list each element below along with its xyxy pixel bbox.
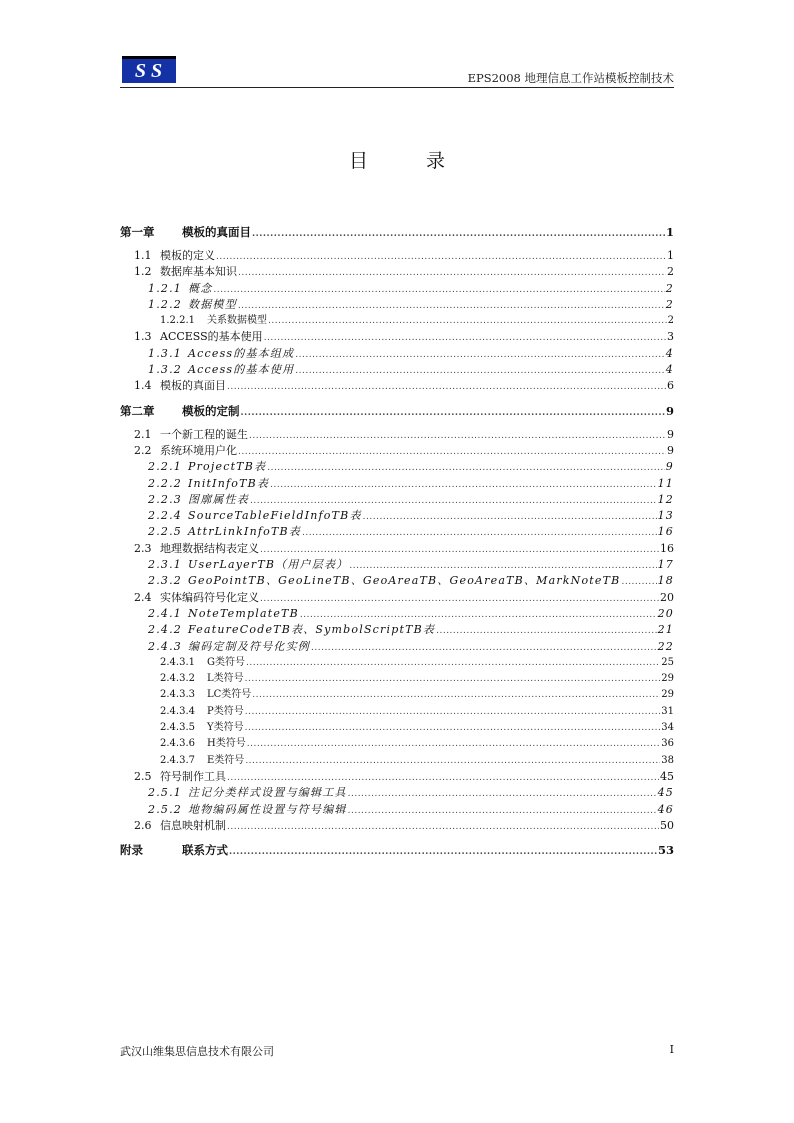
toc-leader-dots — [238, 265, 666, 281]
toc-entry[interactable] — [120, 704, 674, 720]
toc-leader-dots — [252, 687, 660, 703]
toc-entry-title: L类符号 — [207, 673, 244, 685]
toc-entry-page: 22 — [657, 639, 674, 653]
toc-entry[interactable] — [120, 329, 674, 345]
toc-entry-title: AttrLinkInfoTB表 — [188, 525, 301, 539]
toc-entry-title: 符号制作工具 — [160, 769, 226, 783]
toc-leader-dots — [241, 403, 665, 424]
toc-entry-page: 4 — [665, 363, 674, 377]
toc-entry-title: 实体编码符号化定义 — [160, 590, 259, 604]
toc-entry[interactable] — [120, 655, 674, 671]
toc-entry-page: 11 — [657, 476, 674, 490]
toc-entry-page: 29 — [661, 673, 674, 685]
toc-entry[interactable] — [120, 753, 674, 769]
toc-entry-number: 2.2 — [134, 443, 152, 457]
toc-entry[interactable] — [120, 222, 674, 243]
toc-entry-number: 第二章 — [120, 403, 155, 418]
toc-entry-page: 2 — [667, 315, 674, 327]
toc-entry-page: 2 — [667, 265, 674, 279]
toc-entry[interactable] — [120, 785, 674, 801]
toc-entry-number: 1.3.1 — [148, 346, 182, 360]
toc-entry[interactable] — [120, 443, 674, 459]
toc-entry-number: 2.4.3.5 — [160, 722, 195, 734]
toc-leader-dots — [245, 753, 660, 769]
toc-entry-page: 29 — [661, 689, 674, 701]
toc-entry-title: Y类符号 — [207, 722, 244, 734]
toc-entry[interactable] — [120, 720, 674, 736]
toc-entry-title: SourceTableFieldInfoTB表 — [188, 509, 362, 523]
toc-entry-number: 2.6 — [134, 818, 152, 832]
toc-entry-number: 2.4.3.3 — [160, 689, 195, 701]
toc-entry-title: 系统环境用户化 — [160, 443, 237, 457]
toc-leader-dots — [264, 330, 666, 346]
toc-leader-dots — [267, 460, 665, 476]
toc-leader-dots — [247, 736, 661, 752]
toc-entry-page: 1 — [665, 225, 674, 239]
toc-entry-number: 2.4.2 — [148, 623, 182, 637]
toc-entry-title: FeatureCodeTB表、SymbolScriptTB表 — [188, 623, 436, 637]
toc-leader-dots — [249, 428, 666, 444]
toc-entry-title: 地物编码属性设置与符号编辑 — [188, 802, 347, 816]
toc-entry[interactable] — [120, 362, 674, 378]
toc-entry-title: Access的基本使用 — [188, 363, 295, 377]
toc-leader-dots — [250, 493, 657, 509]
toc-entry-title: 图廓属性表 — [188, 492, 249, 506]
toc-entry-title: 数据库基本知识 — [160, 265, 237, 279]
toc-entry-title: 模板的真面目 — [182, 225, 251, 239]
toc-entry[interactable] — [120, 248, 674, 264]
toc-leader-dots — [246, 655, 660, 671]
toc-entry[interactable] — [120, 541, 674, 557]
toc-entry-title: ProjectTB表 — [188, 460, 267, 474]
toc-entry-number: 2.4.3.6 — [160, 738, 195, 750]
toc-entry-page: 2 — [665, 281, 674, 295]
toc-entry-page: 21 — [657, 623, 674, 637]
toc-entry-page: 9 — [667, 427, 674, 441]
toc-entry-page: 20 — [657, 606, 674, 620]
toc-entry[interactable] — [120, 840, 674, 861]
toc-leader-dots — [363, 509, 657, 525]
toc-entry[interactable] — [120, 590, 674, 606]
toc-entry-title: 数据模型 — [188, 297, 237, 311]
toc-entry-number: 1.2.2.1 — [160, 315, 195, 327]
toc-entry-number: 2.4.3 — [148, 639, 182, 653]
toc-entry-number: 1.3 — [134, 330, 152, 344]
toc-entry[interactable] — [120, 769, 674, 785]
toc-leader-dots — [300, 607, 657, 623]
toc-leader-dots — [227, 819, 659, 835]
toc-entry-title: ACCESS的基本使用 — [160, 330, 263, 344]
toc-entry-page: 50 — [660, 818, 674, 832]
toc-entry[interactable] — [120, 297, 674, 313]
logo-text: SS — [134, 59, 168, 82]
toc-entry-page: 20 — [660, 590, 674, 604]
toc-entry-page: 53 — [657, 843, 674, 858]
toc-entry-number: 2.3.1 — [148, 558, 182, 572]
toc-entry-number: 2.5.2 — [148, 802, 182, 816]
toc-entry-number: 2.2.2 — [148, 476, 182, 490]
company-logo — [122, 56, 176, 83]
toc-entry[interactable] — [120, 427, 674, 443]
toc-leader-dots — [260, 542, 659, 558]
toc-entry-title: UserLayerTB（用户层表） — [188, 558, 349, 572]
toc-entry[interactable] — [120, 313, 674, 329]
toc-entry-page: 3 — [667, 330, 674, 344]
toc-entry-number: 2.5 — [134, 769, 152, 783]
toc-entry-number: 附录 — [120, 843, 143, 858]
toc-entry-title: 信息映射机制 — [160, 818, 226, 832]
toc-entry[interactable] — [120, 622, 674, 638]
toc-entry-page: 18 — [657, 574, 674, 588]
toc-entry-number: 2.4.3.1 — [160, 656, 195, 668]
toc-entry-title: 概念 — [188, 281, 213, 295]
toc-entry[interactable] — [120, 346, 674, 362]
toc-entry-title: NoteTemplateTB — [188, 606, 299, 620]
toc-entry[interactable] — [120, 476, 674, 492]
toc-entry[interactable] — [120, 736, 674, 752]
toc-entry-title: H类符号 — [207, 738, 246, 750]
toc-entry-number: 2.2.4 — [148, 509, 182, 523]
toc-entry-page: 16 — [660, 541, 674, 555]
toc-entry-page: 2 — [665, 297, 674, 311]
toc-leader-dots — [216, 249, 666, 265]
toc-leader-dots — [229, 842, 657, 863]
toc-leader-dots — [295, 347, 665, 363]
toc-leader-dots — [348, 786, 657, 802]
toc-entry[interactable] — [120, 264, 674, 280]
toc-entry-title: 模板的定制 — [182, 403, 240, 418]
toc-entry-number: 1.2 — [134, 265, 152, 279]
toc-entry-title: InitInfoTB表 — [188, 476, 270, 490]
toc-entry-number: 2.2.1 — [148, 460, 182, 474]
toc-entry-title: Access的基本组成 — [188, 346, 295, 360]
toc-entry-number: 2.4 — [134, 590, 152, 604]
toc-entry-page: 34 — [661, 722, 674, 734]
toc-entry-page: 45 — [660, 769, 674, 783]
footer-company: 武汉山维集思信息技术有限公司 — [120, 1045, 274, 1058]
toc-entry-page: 45 — [657, 786, 674, 800]
toc-entry[interactable] — [120, 818, 674, 834]
toc-leader-dots — [245, 720, 661, 736]
toc-leader-dots — [213, 282, 664, 298]
toc-entry-page: 9 — [665, 403, 674, 418]
toc-leader-dots — [348, 803, 657, 819]
toc-entry-title: LC类符号 — [207, 689, 252, 701]
toc-entry-page: 46 — [657, 802, 674, 816]
toc-leader-dots — [621, 574, 656, 590]
toc-entry-number: 2.4.3.7 — [160, 754, 195, 766]
toc-entry-page: 12 — [657, 492, 674, 506]
toc-entry-number: 2.5.1 — [148, 786, 182, 800]
toc-entry[interactable] — [120, 671, 674, 687]
toc-entry-title: 注记分类样式设置与编辑工具 — [188, 786, 347, 800]
toc-leader-dots — [268, 313, 667, 329]
toc-entry-title: E类符号 — [207, 754, 245, 766]
toc-entry[interactable] — [120, 459, 674, 475]
toc-entry-title: 关系数据模型 — [207, 315, 267, 327]
page-title: 目 录 — [348, 150, 472, 172]
toc-entry-title: 模板的真面目 — [160, 379, 226, 393]
toc-entry-title: G类符号 — [207, 656, 245, 668]
toc-entry-number: 2.2.5 — [148, 525, 182, 539]
toc-entry-title: 联系方式 — [182, 843, 228, 858]
toc-leader-dots — [227, 770, 659, 786]
header-divider — [120, 87, 674, 88]
toc-entry-number: 1.1 — [134, 249, 152, 262]
toc-entry-page: 31 — [661, 705, 674, 717]
toc-entry[interactable] — [120, 802, 674, 818]
toc-entry-page: 4 — [665, 346, 674, 360]
toc-entry-number: 2.4.3.4 — [160, 705, 195, 717]
toc-entry-title: 编码定制及符号化实例 — [188, 639, 310, 653]
toc-entry-title: GeoPointTB、GeoLineTB、GeoAreaTB、GeoAreaTB、MarkNoteTB — [188, 574, 621, 588]
toc-entry-title: 地理数据结构表定义 — [160, 541, 259, 555]
toc-entry-page: 13 — [657, 509, 674, 523]
toc-leader-dots — [245, 704, 661, 720]
toc-entry[interactable] — [120, 378, 674, 394]
toc-entry-page: 25 — [661, 656, 674, 668]
toc-leader-dots — [311, 640, 657, 656]
toc-entry-number: 2.3.2 — [148, 574, 182, 588]
toc-entry-number: 2.4.3.2 — [160, 673, 195, 685]
toc-entry-page: 36 — [661, 738, 674, 750]
toc-leader-dots — [245, 671, 661, 687]
toc-leader-dots — [349, 558, 656, 574]
toc-entry-page: 9 — [665, 460, 674, 474]
toc-leader-dots — [295, 363, 665, 379]
toc-leader-dots — [270, 477, 656, 493]
toc-entry[interactable] — [120, 606, 674, 622]
toc-leader-dots — [227, 379, 666, 395]
toc-entry-title: P类符号 — [207, 705, 244, 717]
toc-entry-number: 1.3.2 — [148, 363, 182, 377]
toc-entry-number: 1.4 — [134, 379, 152, 393]
toc-leader-dots — [252, 224, 665, 245]
table-of-contents — [120, 222, 674, 866]
toc-entry-number: 1.2.2 — [148, 297, 182, 311]
toc-entry[interactable] — [120, 557, 674, 573]
toc-entry[interactable] — [120, 639, 674, 655]
toc-entry[interactable] — [120, 573, 674, 589]
footer-page-number: I — [669, 1043, 674, 1056]
toc-entry-page: 16 — [657, 525, 674, 539]
toc-entry[interactable] — [120, 492, 674, 508]
toc-leader-dots — [238, 298, 665, 314]
toc-entry-page: 6 — [667, 379, 674, 393]
toc-entry-number: 2.4.1 — [148, 606, 182, 620]
toc-entry-page: 17 — [657, 558, 674, 572]
toc-entry-title: 模板的定义 — [160, 249, 215, 262]
toc-entry-number: 2.1 — [134, 427, 152, 441]
toc-entry[interactable] — [120, 508, 674, 524]
header-title: EPS2008 地理信息工作站模板控制技术 — [467, 71, 674, 85]
toc-entry-number: 第一章 — [120, 225, 155, 239]
toc-entry-number: 1.2.1 — [148, 281, 182, 295]
toc-leader-dots — [260, 591, 659, 607]
toc-entry-page: 38 — [661, 754, 674, 766]
toc-entry[interactable] — [120, 687, 674, 703]
toc-leader-dots — [238, 444, 666, 460]
toc-entry-number: 2.3 — [134, 541, 152, 555]
toc-entry[interactable] — [120, 401, 674, 422]
toc-entry-title: 一个新工程的诞生 — [160, 427, 248, 441]
toc-leader-dots — [436, 623, 656, 639]
toc-entry[interactable] — [120, 281, 674, 297]
toc-entry-page: 1 — [667, 249, 674, 262]
toc-entry-number: 2.2.3 — [148, 492, 182, 506]
toc-entry[interactable] — [120, 524, 674, 540]
toc-leader-dots — [302, 525, 657, 541]
toc-entry-page: 9 — [667, 443, 674, 457]
